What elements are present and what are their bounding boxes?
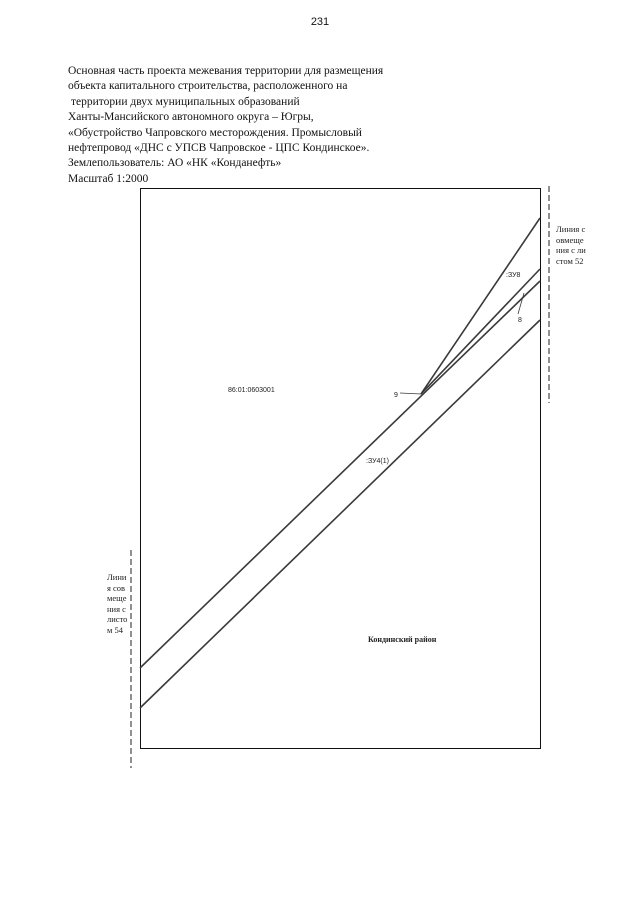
parcel-boundary-line <box>421 218 540 394</box>
header-line: Землепользователь: АО «НК «Конданефть» <box>68 157 282 170</box>
match-line-note-right: Линия совмещения с листом 52 <box>556 224 586 266</box>
point-label-9: 9 <box>394 392 398 399</box>
parcel-label-zu8: :ЗУ8 <box>506 272 521 279</box>
map-frame <box>141 189 541 749</box>
parcel-label-zu4: :ЗУ4(1) <box>366 458 389 465</box>
page-number: 231 <box>310 16 330 28</box>
district-label: Кондинский район <box>368 635 437 644</box>
point-label-8: 8 <box>518 317 522 324</box>
cadastral-block-label: 86:01:0603001 <box>228 387 275 394</box>
header-line: Основная часть проекта межевания территории для размещения <box>68 65 384 77</box>
match-line-note-left: Линия совмещения с листом 54 <box>107 572 128 635</box>
parcel-boundary-line <box>421 269 540 394</box>
header-line: объекта капитального строительства, расположенного на <box>68 80 348 93</box>
point-leader-line <box>518 293 524 314</box>
header-line: нефтепровод «ДНС с УПСВ Чапровское - ЦПС Кондинское». <box>68 142 370 155</box>
point-leader-line <box>400 393 421 394</box>
map-scale: Масштаб 1:2000 <box>68 172 149 185</box>
header-line: Ханты-Мансийского автономного округа – Югры, <box>68 111 314 124</box>
corridor-boundary-line <box>140 320 540 708</box>
corridor-boundary-line <box>140 281 540 668</box>
header-line: территории двух муниципальных образований <box>71 95 300 108</box>
header-line: «Обустройство Чапровского месторождения. Промысловый <box>68 126 362 139</box>
